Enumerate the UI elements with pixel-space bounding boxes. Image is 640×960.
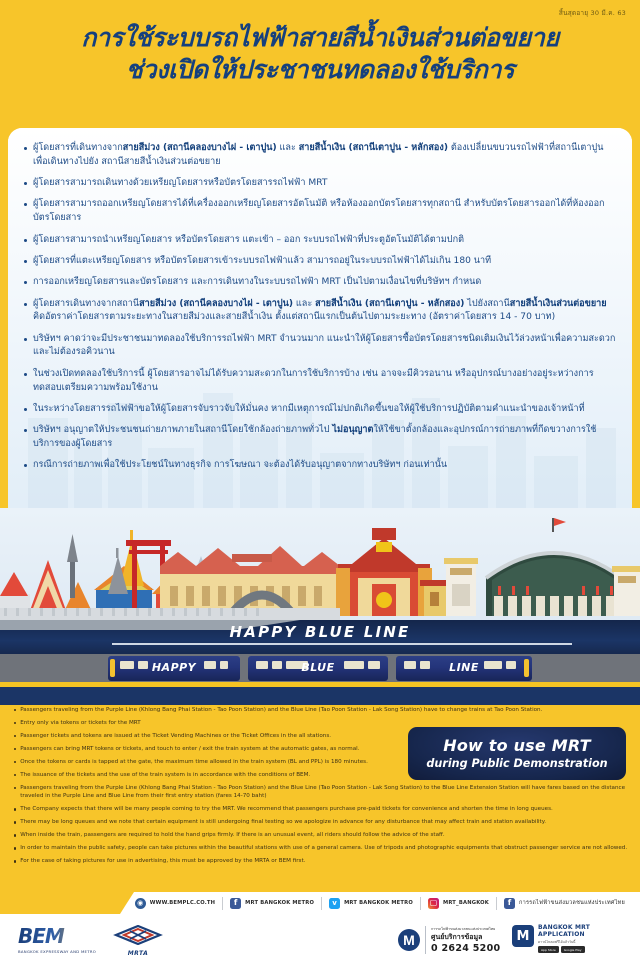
thai-list-item — [22, 298, 616, 326]
bullet-dot — [24, 182, 27, 185]
bullet-dot — [24, 203, 27, 206]
landmark-hua-lamphong — [486, 518, 622, 616]
badge-line2: during Public Demonstration — [426, 757, 608, 770]
date-stamp: สิ้นสุดอายุ 30 มี.ค. 63 — [558, 9, 626, 17]
app-title-line2: APPLICATION — [538, 930, 585, 938]
instagram-icon: ▢ — [429, 898, 438, 907]
mrt-app-icon: M — [512, 925, 534, 947]
app-text — [538, 925, 590, 953]
app-store-badges — [538, 946, 590, 953]
google-play-badge[interactable]: Google Play — [561, 946, 585, 953]
bullet-dot — [14, 774, 16, 776]
social-links — [128, 892, 632, 914]
bullet-dot — [24, 408, 27, 411]
bullet-dot — [24, 429, 27, 432]
call-center-text — [425, 926, 500, 954]
facebook-icon: f — [230, 898, 241, 909]
bullet-dot — [14, 735, 16, 737]
call-center-number: 0 2624 5200 — [431, 943, 501, 954]
english-list-item — [12, 784, 628, 801]
thai-list-item — [22, 276, 616, 290]
train-car — [396, 656, 532, 681]
bullet-dot — [14, 847, 16, 849]
bullet-dot — [24, 373, 27, 376]
mrta-logo — [112, 925, 164, 957]
english-list-item-text: There may be long queues and we note that certain equipment is still undergoing final testing so we apologize in advance for any disturbance that may affect train and station availability. — [20, 819, 547, 826]
happy-blue-line-brand: HAPPY BLUE LINE — [229, 623, 411, 641]
thai-list-item — [22, 368, 616, 396]
thai-list-item-text: ผู้โดยสารที่แตะเหรียญโดยสาร หรือบัตรโดยสารเข้าระบบรถไฟฟ้าแล้ว สามารถอยู่ในระบบรถไฟฟ้าได้ไม่เกิน 180 นาที — [33, 255, 492, 266]
app-subtitle: ดาวน์โหลดฟรีได้แล้ววันนี้ — [538, 939, 576, 944]
thai-list-item-text: ผู้โดยสารที่เดินทางจากสายสีม่วง (สถานีคลองบางไผ่ - เตาปูน) และ สายสีน้ำเงิน (สถานีเตาปูน - หลักสอง) ต้องเปลี่ยนขบวนรถไฟฟ้าที่สถานีเตาปูนเพื่อเดินทางไปยัง สถานีสายสีน้ำเงินส่วนต่อขยาย — [33, 143, 604, 167]
thai-list-item-text: บริษัทฯ คาดว่าจะมีประชาชนมาทดลองใช้บริการรถไฟฟ้า MRT จำนวนมาก แนะนำให้ผู้โดยสารซื้อบัตรโดยสารชนิดเติมเงินไว้ล่วงหน้าเพื่อความสะดวกและไม่ต้องรอคิวนาน — [33, 333, 616, 358]
bullet-dot — [24, 338, 27, 341]
bullet-dot — [14, 748, 16, 750]
thai-list-item-text: บริษัทฯ อนุญาตให้ประชนชนถ่ายภาพภายในสถานีโดยใช้กล้องถ่ายภาพทั่วไป ไม่อนุญาตให้ใช้ขาตั้งกล้องและอุปกรณ์การถ่ายภาพที่กีดขวางการใช้บริการของผู้โดยสาร — [33, 425, 597, 449]
english-list-item — [12, 818, 628, 826]
app-store-badge[interactable]: App Store — [538, 946, 559, 953]
social-link[interactable] — [496, 897, 632, 910]
app-title-line1: BANGKOK MRT — [538, 924, 590, 931]
thai-list-item-text: กรณีการถ่ายภาพเพื่อใช้ประโยชน์ในทางธุรกิจ การโฆษณา จะต้องได้รับอนุญาตจากทางบริษัทฯ ก่อนเท่านั้น — [33, 460, 448, 471]
bullet-dot — [14, 860, 16, 862]
english-list-item — [12, 857, 628, 865]
social-link-label: MRT BANGKOK METRO — [344, 900, 413, 906]
english-list-item — [12, 706, 628, 714]
thai-list-item-text: ผู้โดยสารสามารถเดินทางด้วยเหรียญโดยสารหรือบัตรโดยสารรถไฟฟ้า MRT — [33, 178, 328, 189]
bullet-dot — [24, 464, 27, 467]
thai-list-item — [22, 424, 616, 452]
landmark-clock-tower — [444, 558, 478, 616]
social-link[interactable] — [420, 897, 496, 910]
bullet-dot — [24, 239, 27, 242]
social-link-label: MRT BANGKOK METRO — [245, 900, 315, 906]
english-list-item — [12, 831, 628, 839]
thai-content-panel — [8, 128, 632, 508]
mrta-logo-word: MRTA — [127, 950, 149, 957]
page-header — [0, 22, 640, 86]
landmark-grand-palace — [0, 534, 94, 616]
thai-bullet-list — [8, 128, 632, 491]
thai-list-item-text: การออกเหรียญโดยสารและบัตรโดยสาร และการเดินทางในระบบรถไฟฟ้า MRT เป็นไปตามเงื่อนไขที่บริษัทฯ กำหนด — [33, 277, 482, 288]
english-list-item — [12, 805, 628, 813]
how-to-use-mrt-badge — [408, 727, 626, 780]
english-list-item-text: The Company expects that there will be many people coming to try the MRT. We recommend that passengers purchase pre-paid tickets for convenience and shorten the time in long queues. — [20, 806, 553, 813]
fence-base — [0, 608, 340, 620]
brand-underline — [112, 643, 572, 645]
landmark-colonial-building — [160, 546, 340, 616]
globe-icon: ◉ — [135, 898, 146, 909]
bullet-dot — [14, 821, 16, 823]
english-list-item-text: The issuance of the tickets and the use of the train system is in accordance with the conditions of BEM. — [20, 771, 311, 778]
bullet-dot — [14, 761, 16, 763]
english-list-item-text: Passengers traveling from the Purple Line (Khlong Bang Phai Station - Tao Poon Station) and the Blue Line (Tao Poon Station - Lak Song Station) to the Blue Line Extension Station will have fares based on the distance traveled in the Purple Line and Blue Line from their first entry station (fares 14-70 baht) — [20, 784, 626, 800]
english-list-item — [12, 844, 628, 852]
footer-logo-bar — [0, 914, 640, 960]
call-center-block — [398, 926, 500, 954]
skyline-svg — [0, 508, 640, 620]
english-list-item-text: Passengers traveling from the Purple Line (Khlong Bang Phai Station - Tao Poon Station) and the Blue Line (Tao Poon Station - Lak Song Station) have to change trains at Tao Poon Station. — [20, 707, 543, 713]
thai-list-item — [22, 142, 616, 170]
thai-list-item-text: ผู้โดยสารเดินทางจากสถานีสายสีม่วง (สถานีคลองบางไผ่ - เตาปูน) และ สายสีน้ำเงิน (สถานีเตาปูน - หลักสอง) ไปยังสถานีสายสีน้ำเงินส่วนต่อขยาย คิดอัตราค่าโดยสารตามระยะทางในสายสีม่วงและสายสีน้ำเงิน ตั้งแต่สถานีแรกเป็นต้นไปตามระยะทาง (อัตราค่าโดยสาร 14 - 70 บาท) — [33, 298, 607, 323]
english-list-item-text: Entry only via tokens or tickets for the MRT — [20, 719, 141, 726]
thai-list-item-text: ในระหว่างโดยสารรถไฟฟ้าขอให้ผู้โดยสารจับราวจับให้มั่นคง หากมีเหตุการณ์ไม่ปกติเกิดขึ้นขอให้ผู้ใช้บริการปฏิบัติตามคำแนะนำของเจ้าหน้าที่ — [33, 403, 585, 414]
bullet-dot — [14, 709, 16, 711]
call-center-org: การรถไฟฟ้าขนส่งมวลชนแห่งประเทศไทย — [431, 927, 496, 931]
page-title-line1: การใช้ระบบรถไฟฟ้าสายสีน้ำเงินส่วนต่อขยาย — [81, 23, 559, 52]
bullet-dot — [24, 303, 27, 306]
social-link[interactable] — [128, 897, 222, 910]
thai-list-item — [22, 333, 616, 361]
social-link-label: WWW.BEMPLC.CO.TH — [149, 900, 216, 906]
bem-logo-word: BEM — [18, 924, 96, 948]
thai-list-item — [22, 234, 616, 248]
twitter-icon: ᴠ — [329, 898, 340, 909]
train-car-word: BLUE — [301, 661, 335, 674]
thai-list-item — [22, 459, 616, 473]
happy-blue-line-band — [0, 620, 640, 705]
landmark-golden-chedi — [108, 530, 144, 594]
social-link[interactable] — [321, 897, 420, 910]
mrt-circle-icon: M — [398, 929, 420, 951]
train-car-word: HAPPY — [151, 661, 197, 674]
mrta-logo-mark — [112, 925, 164, 945]
english-list-item-text: When inside the train, passengers are required to hold the hand grips firmly. If there is an unusual event, all riders should follow the advice of the staff. — [20, 832, 445, 839]
english-list-item-text: For the case of taking pictures for use in advertising, this must be approved by the MRTA or BEM first. — [20, 858, 306, 865]
social-link-label: MRT_BANGKOK — [442, 900, 490, 906]
train-car — [248, 656, 388, 681]
navy-band-bottom — [0, 687, 640, 705]
social-link[interactable] — [222, 897, 321, 910]
social-media-bar — [0, 892, 640, 914]
thai-list-item — [22, 198, 616, 226]
mrt-train-graphic — [108, 656, 532, 681]
english-list-item-text: Passenger tickets and tokens are issued at the Ticket Vending Machines or the Ticket Offices in the all stations. — [20, 732, 332, 739]
bullet-dot — [14, 787, 16, 789]
english-list-item-text: Passengers can bring MRT tokens or tickets, and touch to enter / exit the train system at the automatic gates, as normal. — [20, 745, 360, 752]
bullet-dot — [14, 808, 16, 810]
landmark-chinatown-gate — [336, 528, 432, 616]
thai-list-item — [22, 255, 616, 269]
bullet-dot — [14, 722, 16, 724]
train-car-word: LINE — [449, 661, 479, 674]
social-link-label: การรถไฟฟ้าขนส่งมวลชนแห่งประเทศไทย — [519, 900, 625, 906]
bullet-dot — [24, 281, 27, 284]
bem-logo-subtitle: BANGKOK EXPRESSWAY AND METRO — [18, 949, 97, 954]
page-title-line2: ช่วงเปิดให้ประชาชนทดลองใช้บริการ — [125, 55, 515, 84]
bangkok-mrt-app-block — [512, 925, 590, 953]
bullet-dot — [24, 147, 27, 150]
english-list-item-text: Once the tokens or cards is tapped at the gate, the maximum time allowed in the train system (BL and PPL) is 180 minutes. — [20, 758, 368, 765]
badge-line1: How to use MRT — [443, 736, 591, 755]
bullet-dot — [14, 834, 16, 836]
bem-logo — [18, 924, 96, 954]
landmark-right-building — [612, 566, 640, 616]
bangkok-skyline-illustration — [0, 508, 640, 620]
thai-list-item — [22, 177, 616, 191]
train-car — [108, 656, 240, 681]
facebook-icon: f — [504, 898, 515, 909]
english-list-item-text: In order to maintain the public safety, people can take pictures within the beautiful stations with use of a general camera. Use of tripods and photographic equipments that obstruct passenger service are not allowed. — [20, 845, 628, 852]
thai-list-item-text: ผู้โดยสารสามารถนำเหรียญโดยสาร หรือบัตรโดยสาร แตะเข้า – ออก ระบบรถไฟฟ้าที่ประตูอัตโนมัติได้ตามปกติ — [33, 234, 464, 245]
thai-list-item-text: ผู้โดยสารสามารถออกเหรียญโดยสารได้ที่เครื่องออกเหรียญโดยสารอัตโนมัติ หรือห้องออกบัตรโดยสารทุกสถานี สำหรับบัตรโดยสารออกได้ที่ห้องออกบัตรโดยสาร — [33, 199, 605, 224]
bullet-dot — [24, 260, 27, 263]
call-center-label: ศูนย์บริการข้อมูล — [431, 933, 483, 941]
thai-list-item-text: ในช่วงเปิดทดลองใช้บริการนี้ ผู้โดยสารอาจไม่ได้รับความสะดวกในการใช้บริการบ้าง เช่น อาจจะมีคิวรอนาน หรืออุปกรณ์บางอย่างอยู่ระหว่างการทดสอบเตรียมความพร้อมใช้งาน — [33, 368, 594, 393]
thai-list-item — [22, 403, 616, 417]
